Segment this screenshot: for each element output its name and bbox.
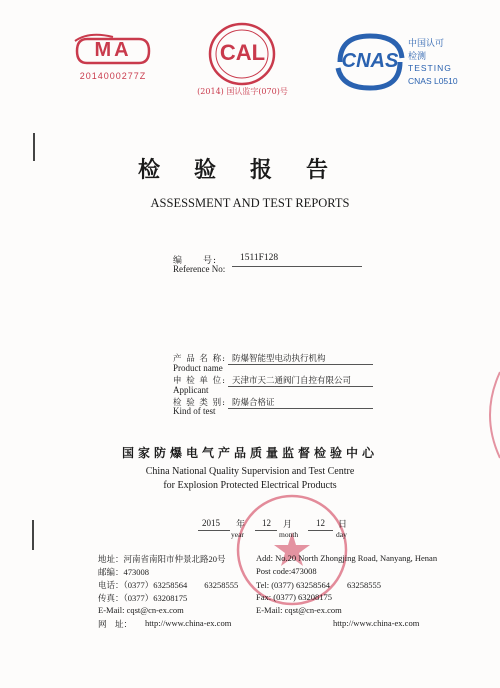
page-title-en: ASSESSMENT AND TEST REPORTS — [150, 196, 350, 210]
reference-label-cn: 编 号: — [173, 256, 218, 266]
contact-web-cn: http://www.china-ex.com — [145, 618, 232, 628]
product-name-label-en: Product name — [173, 363, 223, 373]
centre-name-en-2: for Explosion Protected Electrical Products — [163, 480, 337, 491]
ma-logo-text: MA — [94, 39, 132, 61]
date-day-underline — [308, 530, 333, 531]
product-name-value: 防爆智能型电动执行机构 — [232, 354, 326, 364]
contact-postcode-cn: 邮编：473008 — [98, 567, 150, 577]
applicant-value: 天津市天二通阀门自控有限公司 — [232, 376, 352, 386]
cal-logo-text: CAL — [219, 40, 266, 65]
cnas-line3: TESTING — [408, 63, 452, 73]
ma-logo — [73, 33, 153, 88]
contact-address-en: Add: No.20 North Zhongjing Road, Nanyang, Henan — [256, 553, 438, 563]
cnas-logo — [330, 32, 470, 92]
product-name-underline — [228, 364, 373, 365]
binder-mark — [32, 520, 34, 550]
date-day-cn: 日 — [338, 519, 348, 529]
cal-logo-code: (2014) 国认监字(070)号 — [197, 87, 288, 96]
cal-logo — [195, 22, 290, 100]
contact-email-en: E-Mail: cqst@cn-ex.com — [256, 605, 342, 615]
contact-fax-en: Fax: (0377) 63208175 — [256, 592, 333, 602]
date-year: 2015 — [202, 518, 220, 528]
date-year-en: year — [231, 530, 244, 539]
centre-name-en-1: China National Quality Supervision and Test Centre — [145, 466, 355, 477]
contact-fax-cn: 传真：（0377）63208175 — [98, 593, 188, 603]
reference-underline — [232, 266, 362, 267]
kind-of-test-label-en: Kind of test — [173, 406, 216, 416]
ma-logo-code: 2014000277Z — [79, 71, 147, 81]
cnas-line4: CNAS L0510 — [408, 76, 458, 86]
date-year-underline — [198, 530, 230, 531]
contact-web-label-cn: 网 址： — [98, 619, 133, 629]
kind-of-test-underline — [228, 408, 373, 409]
contact-web-en: http://www.china-ex.com — [333, 618, 420, 628]
page-title-cn: 检验报告 — [137, 157, 362, 183]
date-month-cn: 月 — [283, 519, 293, 529]
applicant-label-cn: 申 检 单 位: — [173, 376, 226, 386]
date-day: 12 — [316, 518, 325, 528]
date-day-en: day — [336, 530, 347, 539]
product-name-label-cn: 产 品 名 称: — [173, 354, 226, 364]
kind-of-test-value: 防爆合格证 — [232, 398, 275, 408]
centre-name-cn: 国家防爆电气产品质量监督检验中心 — [121, 446, 378, 460]
partial-seal — [478, 370, 500, 460]
kind-of-test-label-cn: 检 验 类 别: — [173, 398, 226, 408]
date-month: 12 — [262, 518, 271, 528]
applicant-underline — [228, 386, 373, 387]
cnas-logo-text: CNAS — [341, 50, 399, 72]
cnas-line2: 检测 — [408, 52, 427, 62]
contact-address-cn: 地址：河南省南阳市仲景北路20号 — [98, 554, 226, 564]
reference-value: 1511F128 — [240, 253, 279, 263]
contact-email-cn: E-Mail: cqst@cn-ex.com — [98, 605, 184, 615]
contact-tel-cn: 电话：（0377）63258564 63258555 — [98, 580, 239, 590]
applicant-label-en: Applicant — [173, 385, 209, 395]
reference-label-en: Reference No: — [173, 264, 226, 274]
cnas-line1: 中国认可 — [408, 39, 445, 49]
date-month-underline — [255, 530, 277, 531]
contact-postcode-en: Post code:473008 — [256, 566, 317, 576]
contact-tel-en: Tel: (0377) 63258564 63258555 — [256, 580, 382, 590]
date-month-en: month — [279, 530, 299, 539]
date-year-cn: 年 — [236, 519, 246, 529]
